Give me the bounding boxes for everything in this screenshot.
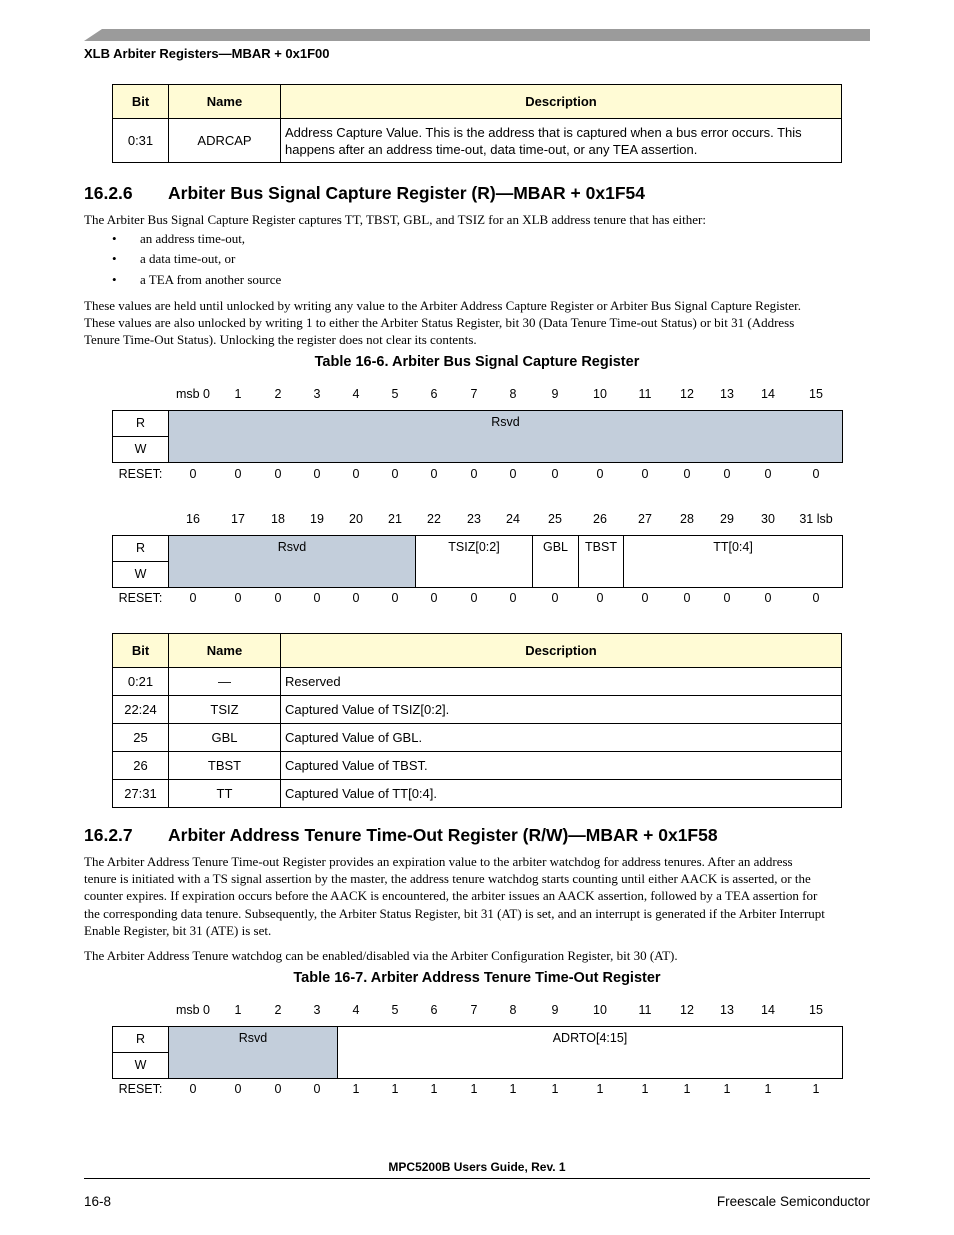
- reset-value: 0: [313, 467, 321, 481]
- reset-value: 0: [551, 591, 559, 605]
- section-heading-16-2-6: [84, 183, 645, 204]
- table-row: [113, 724, 842, 752]
- w-label-cell: [112, 1052, 169, 1079]
- reset-value: 0: [509, 591, 517, 605]
- reset-value: 0: [352, 467, 360, 481]
- reset-value: 0: [596, 467, 604, 481]
- reset-value: 0: [683, 591, 691, 605]
- col-bit-header: Bit: [113, 85, 169, 119]
- bit-number: 19: [310, 512, 324, 526]
- table-caption-16-6: Table 16-6. Arbiter Bus Signal Capture Register: [314, 354, 640, 370]
- reset-value: 0: [274, 591, 282, 605]
- bit-number: 7: [470, 1003, 478, 1017]
- reset-value: 1: [812, 1082, 820, 1096]
- field-label: ADRTO[4:15]: [552, 1031, 628, 1045]
- bit-number: 26: [593, 512, 607, 526]
- col-bit-header: Bit: [113, 634, 169, 668]
- watchdog-paragraph: The Arbiter Address Tenure watchdog can be enabled/disabled via the Arbiter Configuration Register, bit 30 (AT).: [84, 948, 678, 963]
- r-label-cell: [112, 535, 169, 562]
- bit-number: 2: [274, 387, 282, 401]
- table-cell-bit: 26: [113, 752, 169, 780]
- table-cell-desc: Reserved: [281, 668, 842, 696]
- reset-value: 0: [723, 467, 731, 481]
- table-cell-name: GBL: [169, 724, 281, 752]
- w-label-cell: [112, 436, 169, 463]
- reset-value: 1: [551, 1082, 559, 1096]
- field-label: GBL: [542, 540, 568, 554]
- bit-number: 7: [470, 387, 478, 401]
- adrto-field: [337, 1026, 843, 1079]
- table-cell-desc: [281, 119, 842, 163]
- table-cell-desc: Captured Value of GBL.: [281, 724, 842, 752]
- reset-value: 0: [274, 467, 282, 481]
- table-cell-desc: Captured Value of TSIZ[0:2].: [281, 696, 842, 724]
- bit-number: 15: [809, 387, 823, 401]
- bit-number: 5: [391, 1003, 399, 1017]
- bit-number: 18: [271, 512, 285, 526]
- bit-number: 1: [234, 1003, 242, 1017]
- reset-value: 0: [234, 467, 242, 481]
- rsvd-field: [168, 1026, 338, 1079]
- reset-value: 1: [683, 1082, 691, 1096]
- reset-value: 1: [764, 1082, 772, 1096]
- section-number: 16.2.7: [84, 825, 133, 845]
- reset-label: RESET:: [118, 1082, 163, 1096]
- bit-number: 3: [313, 387, 321, 401]
- reset-value: 0: [470, 467, 478, 481]
- para-line: counter expires. If expiration occurs before the AACK is encountered, the arbiter issues an AACK assertion, followed by a TEA assertion for: [84, 888, 818, 904]
- bit-number: 12: [680, 387, 694, 401]
- bit-number: 8: [509, 1003, 517, 1017]
- field-label: Rsvd: [491, 415, 520, 429]
- footer-company: Freescale Semiconductor: [716, 1194, 870, 1209]
- bit-number: 4: [352, 387, 360, 401]
- r-label: R: [135, 541, 146, 555]
- reset-value: 1: [391, 1082, 399, 1096]
- section-title: Arbiter Bus Signal Capture Register (R)—MBAR + 0x1F54: [168, 183, 645, 203]
- reset-value: 1: [723, 1082, 731, 1096]
- bit-number: 14: [761, 387, 775, 401]
- bit-number: 28: [680, 512, 694, 526]
- bit-number: 20: [349, 512, 363, 526]
- reset-value: 1: [596, 1082, 604, 1096]
- reset-value: 0: [596, 591, 604, 605]
- reset-value: 0: [470, 591, 478, 605]
- bit-number: 11: [638, 1003, 652, 1017]
- bullet-item: • a data time-out, or: [112, 251, 236, 266]
- bit-number: msb 0: [175, 1003, 211, 1017]
- desc-line: happens after an address time-out, data time-out, or any TEA assertion.: [285, 141, 698, 157]
- bit-number: 10: [593, 1003, 607, 1017]
- bit-number: 13: [720, 387, 734, 401]
- timeout-paragraph: [84, 853, 870, 939]
- bit-number: 30: [761, 512, 775, 526]
- table-cell-name: —: [169, 668, 281, 696]
- bit-number: 6: [430, 387, 438, 401]
- bit-number: 29: [720, 512, 734, 526]
- bit-number: 22: [427, 512, 441, 526]
- para-line: These values are also unlocked by writing 1 to either the Arbiter Status Register, bit 30 (Data Tenure Time-out Status) or bit 31 (Address: [84, 315, 795, 331]
- para-line: Tenure Time-Out Status). Unlocking the register does not clear its contents.: [84, 332, 477, 348]
- running-title: XLB Arbiter Registers—MBAR + 0x1F00: [84, 46, 330, 61]
- section-title: Arbiter Address Tenure Time-Out Register (R/W)—MBAR + 0x1F58: [168, 825, 718, 845]
- w-label-cell: [112, 561, 169, 588]
- tbst-field: [578, 535, 624, 588]
- table-row: [113, 780, 842, 808]
- reset-value: 0: [551, 467, 559, 481]
- bit-number: 21: [388, 512, 402, 526]
- reset-value: 1: [509, 1082, 517, 1096]
- table-cell-bit: 0:21: [113, 668, 169, 696]
- bit-number: 9: [551, 387, 559, 401]
- para-line: The Arbiter Address Tenure Time-out Register provides an expiration value to the arbiter watchdog for address tenures. After an address: [84, 854, 793, 869]
- reset-value: 0: [391, 591, 399, 605]
- adrcap-table: [112, 84, 842, 163]
- table-caption-16-7: Table 16-7. Arbiter Address Tenure Time-Out Register: [293, 970, 661, 986]
- reset-value: 0: [391, 467, 399, 481]
- bit-number: 16: [186, 512, 200, 526]
- reset-value: 1: [352, 1082, 360, 1096]
- bullet-item: • a TEA from another source: [112, 272, 282, 287]
- reset-value: 0: [509, 467, 517, 481]
- bit-number: 6: [430, 1003, 438, 1017]
- reset-value: 0: [189, 591, 197, 605]
- bus-signal-capture-table: [112, 633, 842, 808]
- header-bar: [84, 29, 870, 41]
- field-label: Rsvd: [277, 540, 307, 554]
- bit-number: 2: [274, 1003, 282, 1017]
- bit-number: 27: [638, 512, 652, 526]
- bit-number: 31 lsb: [799, 512, 833, 526]
- table-cell-desc: Captured Value of TBST.: [281, 752, 842, 780]
- tsiz-field: [415, 535, 533, 588]
- reset-value: 1: [470, 1082, 478, 1096]
- reset-value: 0: [234, 591, 242, 605]
- reset-value: 0: [430, 467, 438, 481]
- r-label-cell: [112, 410, 169, 437]
- r-label: R: [135, 416, 146, 430]
- bullet-text: a data time-out, or: [140, 251, 236, 266]
- col-name-header: Name: [169, 85, 281, 119]
- reset-value: 1: [430, 1082, 438, 1096]
- reset-value: 0: [189, 1082, 197, 1096]
- bit-number: 15: [809, 1003, 823, 1017]
- reset-value: 0: [430, 591, 438, 605]
- table-row: [113, 668, 842, 696]
- tt-field: [623, 535, 843, 588]
- rsvd-field: [168, 535, 416, 588]
- table-cell-bit: 0:31: [113, 119, 169, 163]
- bit-number: 12: [680, 1003, 694, 1017]
- reset-value: 0: [234, 1082, 242, 1096]
- footer-rule: [84, 1178, 870, 1179]
- table-cell-bit: 22:24: [113, 696, 169, 724]
- reset-label: RESET:: [118, 467, 163, 481]
- para-line: These values are held until unlocked by writing any value to the Arbiter Address Capture Register or Arbiter Bus Signal Capture Register.: [84, 298, 802, 313]
- reset-value: 0: [352, 591, 360, 605]
- bit-number: 4: [352, 1003, 360, 1017]
- reset-value: 0: [313, 591, 321, 605]
- table-cell-name: TBST: [169, 752, 281, 780]
- reset-value: 0: [641, 591, 649, 605]
- w-label: W: [134, 442, 147, 456]
- reset-value: 0: [764, 591, 772, 605]
- table-cell-bit: 27:31: [113, 780, 169, 808]
- table-row: [113, 696, 842, 724]
- bullet-text: an address time-out,: [140, 231, 246, 246]
- reset-value: 1: [641, 1082, 649, 1096]
- bit-number: 11: [638, 387, 652, 401]
- intro-paragraph: The Arbiter Bus Signal Capture Register captures TT, TBST, GBL, and TSIZ for an XLB address tenure that has either:: [84, 212, 706, 227]
- unlock-paragraph: [84, 297, 870, 349]
- table-row: [113, 752, 842, 780]
- bit-number: 25: [548, 512, 562, 526]
- table-cell-desc: Captured Value of TT[0:4].: [281, 780, 842, 808]
- reset-label: RESET:: [118, 591, 163, 605]
- field-label: TBST: [585, 540, 617, 554]
- field-label: TT[0:4]: [713, 540, 753, 554]
- reset-value: 0: [189, 467, 197, 481]
- w-label: W: [134, 1058, 147, 1072]
- reset-value: 0: [683, 467, 691, 481]
- bit-number: 5: [391, 387, 399, 401]
- bit-number: 24: [506, 512, 520, 526]
- col-desc-header: Description: [281, 634, 842, 668]
- table-cell-name: ADRCAP: [169, 119, 281, 163]
- bullet-item: • an address time-out,: [112, 231, 246, 246]
- bullet-text: a TEA from another source: [140, 272, 282, 287]
- reset-value: 0: [641, 467, 649, 481]
- field-label: TSIZ[0:2]: [448, 540, 500, 554]
- section-number: 16.2.6: [84, 183, 133, 203]
- footer-doc-title: MPC5200B Users Guide, Rev. 1: [388, 1160, 566, 1174]
- bit-number: 9: [551, 1003, 559, 1017]
- reset-value: 0: [723, 591, 731, 605]
- bit-number: 17: [231, 512, 245, 526]
- para-line: Enable Register, bit 31 (ATE) is set.: [84, 922, 272, 938]
- table-cell-name: TT: [169, 780, 281, 808]
- reset-value: 0: [313, 1082, 321, 1096]
- bit-number: 8: [509, 387, 517, 401]
- rsvd-field: [168, 410, 843, 463]
- bit-number: 3: [313, 1003, 321, 1017]
- w-label: W: [134, 567, 147, 581]
- field-label: Rsvd: [238, 1031, 268, 1045]
- reset-value: 0: [812, 591, 820, 605]
- r-label: R: [135, 1032, 146, 1046]
- reset-value: 0: [274, 1082, 282, 1096]
- desc-line: Address Capture Value. This is the address that is captured when a bus error occurs. This: [285, 124, 802, 140]
- table-cell-bit: 25: [113, 724, 169, 752]
- para-line: the corresponding data tenure. Subsequently, the Arbiter Status Register, bit 31 (AT) is set, and an interrupt is generated if the Arbiter Interrupt: [84, 905, 825, 921]
- bit-number: 10: [593, 387, 607, 401]
- para-line: tenure is initiated with a TS signal assertion by the master, the address tenure watchdog starts counting until either AACK is asserted, or the: [84, 871, 811, 887]
- r-label-cell: [112, 1026, 169, 1053]
- col-desc-header: Description: [281, 85, 842, 119]
- bit-number: 14: [761, 1003, 775, 1017]
- reset-value: 0: [812, 467, 820, 481]
- col-name-header: Name: [169, 634, 281, 668]
- bit-number: msb 0: [175, 387, 211, 401]
- bit-number: 23: [467, 512, 481, 526]
- reset-value: 0: [764, 467, 772, 481]
- footer-page-number: 16-8: [84, 1194, 112, 1209]
- section-heading-16-2-7: [84, 825, 718, 846]
- table-cell-name: TSIZ: [169, 696, 281, 724]
- bit-number: 13: [720, 1003, 734, 1017]
- bit-number: 1: [234, 387, 242, 401]
- gbl-field: [532, 535, 579, 588]
